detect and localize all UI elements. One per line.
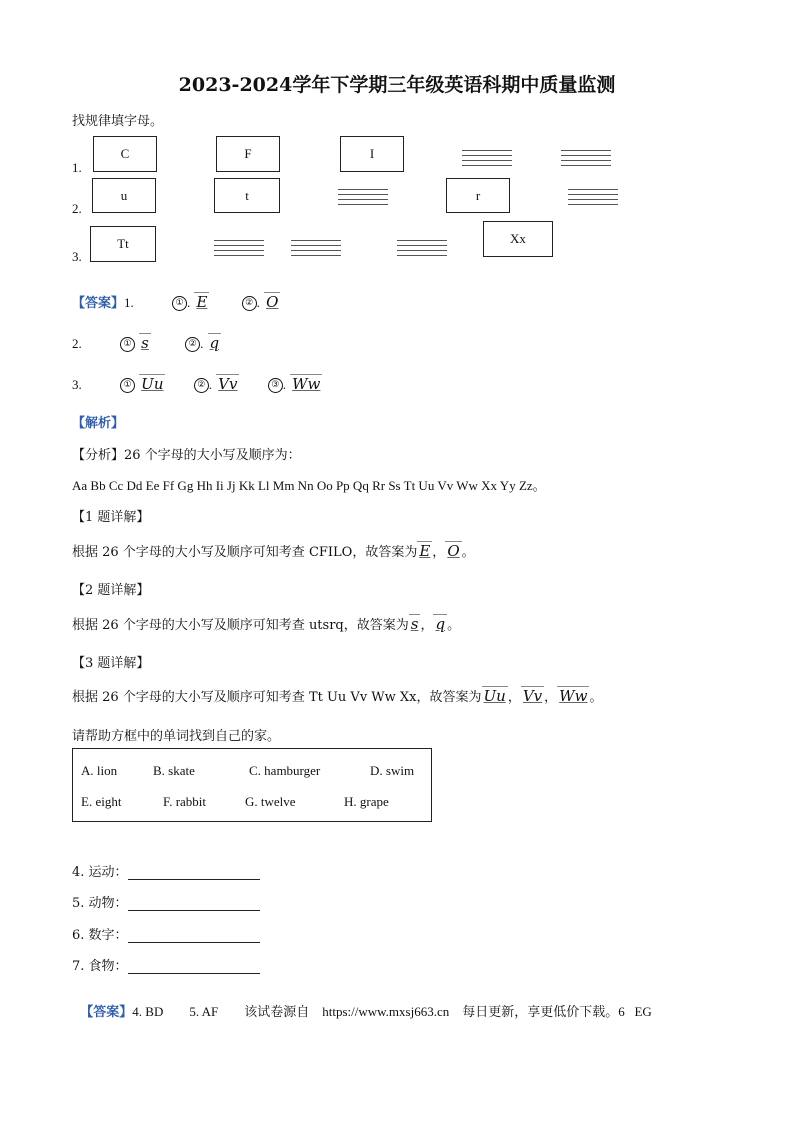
question-item: 6. 数字：	[72, 924, 260, 943]
letter-box: I	[340, 136, 404, 172]
writing-lines[interactable]	[561, 150, 611, 170]
circle-number: ①	[120, 337, 135, 352]
word-option: F. rabbit	[163, 794, 207, 809]
answer-line-final: 【答案】4. BD 5. AF 该试卷源自 https://www.mxsj663.cn 每日更新，享更低价下载。6 EG	[80, 1004, 652, 1019]
handwritten-answer: E	[196, 293, 208, 311]
detail-heading: 【1 题详解】	[72, 510, 150, 525]
handwritten-answer: Uu	[141, 375, 164, 393]
page-title: 2023-2024学年下学期三年级英语科期中质量监测	[178, 74, 616, 96]
word-option: E. eight	[81, 794, 122, 809]
question-item: 4. 运动：	[72, 861, 260, 880]
word-option: G. twelve	[245, 794, 296, 809]
alphabet-line: Aa Bb Cc Dd Ee Ff Gg Hh Ii Jj Kk Ll Mm Nn Oo Pp Qq Rr Ss Tt Uu Vv Ww Xx Yy Zz。	[72, 478, 546, 493]
question-item: 5. 动物：	[72, 892, 260, 911]
detail-heading: 【3 题详解】	[72, 656, 150, 671]
answer-tag: 【答案】	[72, 295, 125, 310]
circle-number: ②	[194, 378, 209, 393]
word-option: H. grape	[344, 794, 389, 809]
writing-lines[interactable]	[214, 240, 264, 260]
handwritten-answer: O	[266, 293, 279, 311]
handwritten-answer: Ww	[292, 375, 321, 393]
handwritten-answer: Vv	[218, 375, 238, 393]
letter-box: u	[92, 178, 156, 213]
circle-number: ①	[120, 378, 135, 393]
answer-blank[interactable]	[128, 896, 260, 911]
circle-number: ③	[268, 378, 283, 393]
answer-blank[interactable]	[128, 865, 260, 880]
word-option: A. lion	[81, 763, 118, 778]
letter-box: F	[216, 136, 280, 172]
answer-blank[interactable]	[128, 959, 260, 974]
writing-lines[interactable]	[338, 189, 388, 209]
detail-text: 根据 26 个字母的大小写及顺序可知考查 Tt Uu Vv Ww Xx，故答案为 Uu ， Vv ， Ww 。	[72, 687, 603, 705]
handwritten-answer: s	[141, 334, 149, 352]
answer-line-2: 2. ① s ② . q	[72, 334, 220, 352]
writing-lines[interactable]	[462, 150, 512, 170]
word-option: C. hamburger	[249, 763, 321, 778]
circle-number: ①	[172, 296, 187, 311]
analysis-tag: 【解析】	[72, 415, 125, 430]
instruction-2: 请帮助方框中的单词找到自己的家。	[72, 729, 281, 744]
answer-line-3: 3. ① Uu ② . Vv ③ . Ww	[72, 375, 321, 393]
instruction-1: 找规律填字母。	[72, 114, 164, 129]
circle-number: ②	[242, 296, 257, 311]
row-number: 2.	[72, 201, 82, 216]
writing-lines[interactable]	[397, 240, 447, 260]
handwritten-answer: q	[209, 334, 220, 352]
letter-box: r	[446, 178, 510, 213]
answer-line-1: 【答案】1. ① . E ② . O	[72, 293, 279, 311]
writing-lines[interactable]	[291, 240, 341, 260]
writing-lines[interactable]	[568, 189, 618, 209]
word-option: B. skate	[153, 763, 195, 778]
answer-tag: 【答案】	[80, 1004, 133, 1019]
letter-box: Tt	[90, 226, 156, 262]
letter-box: C	[93, 136, 157, 172]
row-number: 1.	[72, 160, 82, 175]
detail-heading: 【2 题详解】	[72, 583, 150, 598]
analysis-text: 【分析】26 个字母的大小写及顺序为：	[72, 448, 301, 463]
word-box	[72, 748, 432, 822]
circle-number: ②	[185, 337, 200, 352]
row-number: 3.	[72, 249, 82, 264]
letter-box: Xx	[483, 221, 553, 257]
answer-blank[interactable]	[128, 928, 260, 943]
detail-text: 根据 26 个字母的大小写及顺序可知考查 utsrq，故答案为 s ， q 。	[72, 615, 461, 633]
word-option: D. swim	[370, 763, 415, 778]
question-item: 7. 食物：	[72, 955, 260, 974]
detail-text: 根据 26 个字母的大小写及顺序可知考查 CFILO，故答案为 E ， O 。	[72, 542, 475, 560]
letter-box: t	[214, 178, 280, 213]
